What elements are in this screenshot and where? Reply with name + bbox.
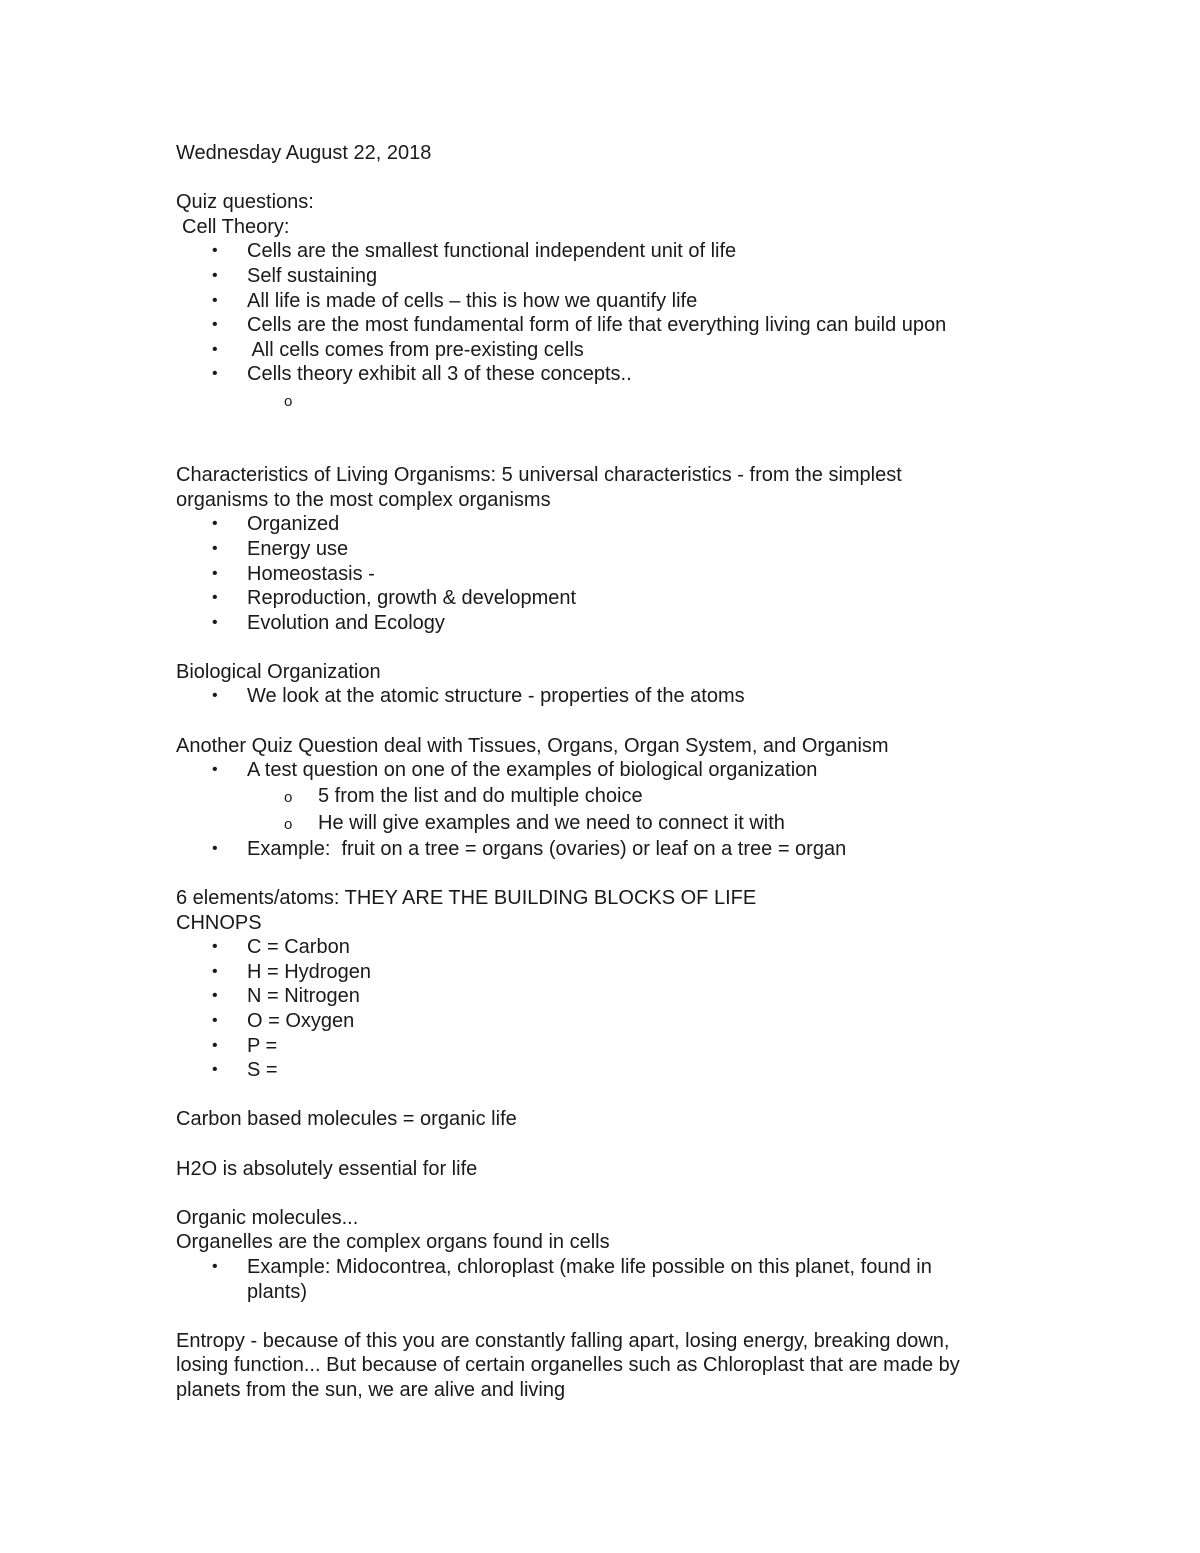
elements-list — [176, 935, 1056, 1083]
bullet-icon: • — [212, 839, 218, 857]
circle-bullet-icon: o — [284, 392, 293, 410]
list-item: • A test question on one of the examples of biological organization — [212, 759, 818, 782]
bullet-icon: • — [212, 515, 218, 533]
bullet-icon: • — [212, 687, 218, 705]
bullet-icon: • — [212, 589, 218, 607]
bullet-icon: • — [212, 613, 218, 631]
list-item: • P = — [212, 1034, 278, 1057]
bullet-icon: • — [212, 962, 218, 980]
bullet-icon: • — [212, 564, 218, 582]
document-body — [176, 141, 1056, 1403]
list-item: • S = — [212, 1059, 278, 1082]
sub-list-item: o He will give examples and we need to connect it with — [176, 810, 1056, 837]
bullet-icon: • — [212, 1036, 218, 1054]
carbon-line: Carbon based molecules = organic life — [176, 1108, 517, 1131]
list-item: • All life is made of cells – this is how we quantify life — [212, 289, 698, 312]
water-line: H2O is absolutely essential for life — [176, 1157, 478, 1180]
entropy-line3: planets from the sun, we are alive and living — [176, 1378, 566, 1401]
bullet-icon: • — [212, 1012, 218, 1029]
bio-org-list — [176, 684, 1056, 709]
sub-list-item: o 5 from the list and do multiple choice — [176, 783, 1056, 810]
list-item: • Evolution and Ecology — [212, 611, 445, 634]
characteristics-heading-line2: organisms to the most complex organisms — [176, 488, 551, 511]
list-item: • Organized — [212, 513, 340, 536]
circle-bullet-icon: o — [284, 815, 293, 833]
bio-org-heading: Biological Organization — [176, 660, 381, 683]
another-quiz-heading: Another Quiz Question deal with Tissues, Organs, Organ System, and Organism — [176, 734, 889, 757]
organic-line2: Organelles are the complex organs found in cells — [176, 1231, 610, 1254]
organelles-list — [176, 1255, 1056, 1304]
bullet-icon: • — [212, 938, 218, 956]
organic-line1: Organic molecules... — [176, 1206, 359, 1229]
cell-theory-list — [176, 239, 1056, 414]
sub-list-item-empty — [176, 387, 1056, 414]
bullet-icon: • — [212, 365, 218, 383]
list-item: • All cells comes from pre-existing cells — [212, 338, 584, 361]
list-item: • O = Oxygen — [212, 1010, 355, 1032]
list-item: • Energy use — [212, 537, 349, 560]
entropy-line2: losing function... But because of certain organelles such as Chloroplast that are made by — [176, 1354, 960, 1377]
list-item: • Homeostasis - — [212, 562, 375, 585]
list-item: • Example: fruit on a tree = organs (ovaries) or leaf on a tree = organ — [212, 837, 847, 860]
date-heading: Wednesday August 22, 2018 — [176, 142, 432, 164]
bullet-icon: • — [212, 1257, 218, 1275]
entropy-line1: Entropy - because of this you are constantly falling apart, losing energy, breaking down, — [176, 1329, 950, 1352]
list-item: • We look at the atomic structure - properties of the atoms — [212, 685, 745, 708]
list-item: • Cells are the smallest functional independent unit of life — [212, 240, 737, 263]
bullet-icon: • — [212, 266, 218, 284]
bullet-icon: • — [212, 1061, 218, 1079]
list-item: • C = Carbon — [212, 936, 350, 959]
list-item: • H = Hydrogen — [212, 960, 371, 983]
cell-theory-heading: Cell Theory: — [182, 215, 290, 238]
list-item: • Reproduction, growth & development — [212, 587, 577, 610]
elements-heading: 6 elements/atoms: THEY ARE THE BUILDING BLOCKS OF LIFE — [176, 887, 757, 910]
list-item: • Cells theory exhibit all 3 of these concepts.. — [212, 363, 632, 386]
circle-bullet-icon: o — [284, 788, 293, 806]
bullet-icon: • — [212, 291, 218, 309]
bullet-icon: • — [212, 987, 218, 1005]
list-item: • Cells are the most fundamental form of life that everything living can build upon — [212, 314, 947, 337]
elements-acronym: CHNOPS — [176, 911, 262, 934]
bullet-icon: • — [212, 242, 218, 260]
characteristics-list — [176, 512, 1056, 635]
bullet-icon: • — [212, 761, 218, 779]
list-item: • Self sustaining — [212, 264, 378, 287]
quiz-heading: Quiz questions: — [176, 191, 314, 214]
list-item: • Example: Midocontrea, chloroplast (make life possible on this planet, found in plants) — [212, 1255, 932, 1303]
characteristics-heading-line1: Characteristics of Living Organisms: 5 universal characteristics - from the simplest — [176, 464, 902, 487]
list-item: • N = Nitrogen — [212, 985, 360, 1008]
another-quiz-list — [176, 758, 1056, 861]
bullet-icon: • — [212, 340, 218, 358]
bullet-icon: • — [212, 539, 218, 557]
bullet-icon: • — [212, 316, 218, 334]
